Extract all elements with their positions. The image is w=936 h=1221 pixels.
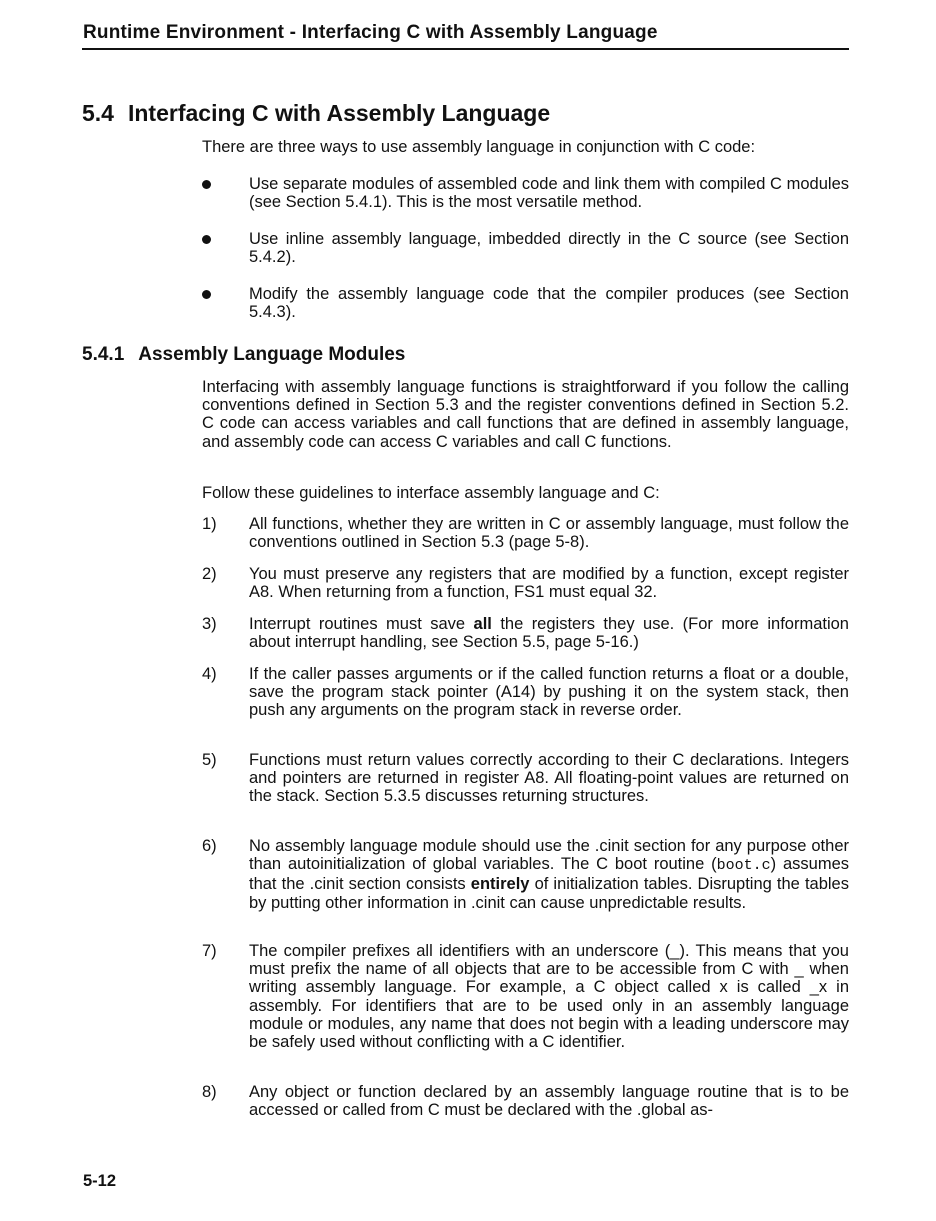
list-item-number: 8) [202,1083,217,1101]
bullet-icon [202,235,211,244]
page-number: 5-12 [83,1172,117,1190]
subsection-paragraph: Interfacing with assembly language functions is straightforward if you follow the calling conventions defined in Section 5.3 and the register conventions defined in Section 5.2. C code can access variables and call functions that are defined in assembly language, and assembly code can access C variables and call C functions. [202,378,849,451]
subsection-title [82,344,405,366]
guidelines-intro: Follow these guidelines to interface assembly language and C: [202,484,660,502]
list-item-number: 2) [202,565,217,583]
subsection-title-text: Assembly Language Modules [138,344,406,365]
list-item-number: 5) [202,751,217,769]
bullet-icon [202,180,211,189]
list-item-text: Any object or function declared by an assembly language routine that is to be accessed or called from C must be declared with the .global as- [249,1083,849,1120]
emphasis: entirely [470,875,530,894]
list-item-number: 1) [202,515,217,533]
bullet-icon [202,290,211,299]
list-item-text: Interrupt routines must save all the registers they use. (For more information about interrupt handling, see Section 5.5, page 5-16.) [249,615,849,652]
list-item-number: 4) [202,665,217,683]
list-item-text: Use separate modules of assembled code and link them with compiled C modules (see Section 5.4.1). This is the most versatile method. [249,175,849,212]
header-rule [82,48,849,50]
list-item-text: All functions, whether they are written in C or assembly language, must follow the conventions outlined in Section 5.3 (page 5-8). [249,515,849,552]
code-filename: boot.c [716,857,771,875]
emphasis: all [473,615,492,633]
list-item-number: 6) [202,837,217,855]
list-item-text: No assembly language module should use the .cinit section for any purpose other than autoinitialization of global variables. The C boot routine (boot.c) assumes that the .cinit section consists entirely of initialization tables. Disrupting the tables by putting other information in .cinit can cause unpredictable results. [249,837,849,912]
list-item-number: 3) [202,615,217,633]
section-intro: There are three ways to use assembly language in conjunction with C code: [202,138,756,156]
list-item-text: Use inline assembly language, imbedded directly in the C source (see Section 5.4.2). [249,230,849,267]
list-item-text: Functions must return values correctly according to their C declarations. Integers and pointers are returned in register A8. All floating-point values are returned on the stack. Section 5.3.5 discusses returning structures. [249,751,849,806]
list-item-text: Modify the assembly language code that the compiler produces (see Section 5.4.3). [249,285,849,322]
section-number: 5.4 [82,100,114,126]
section-title [82,100,550,127]
subsection-number: 5.4.1 [82,344,125,365]
list-item-text: You must preserve any registers that are modified by a function, except register A8. When returning from a function, FS1 must equal 32. [249,565,849,602]
running-header: Runtime Environment - Interfacing C with Assembly Language [83,22,658,43]
list-item-number: 7) [202,942,217,960]
list-item-text: If the caller passes arguments or if the called function returns a float or a double, save the program stack pointer (A14) by pushing it on the system stack, then push any arguments on the program stack in reverse order. [249,665,849,720]
list-item-text: The compiler prefixes all identifiers with an underscore (_). This means that you must prefix the name of all objects that are to be accessible from C with _ when writing assembly language. For example, a C object called x is called _x in assembly. For identifiers that are to be used only in an assembly language module or modules, any name that does not begin with a leading underscore may be safely used without conflicting with a C identifier. [249,942,849,1052]
section-title-text: Interfacing C with Assembly Language [127,100,551,126]
